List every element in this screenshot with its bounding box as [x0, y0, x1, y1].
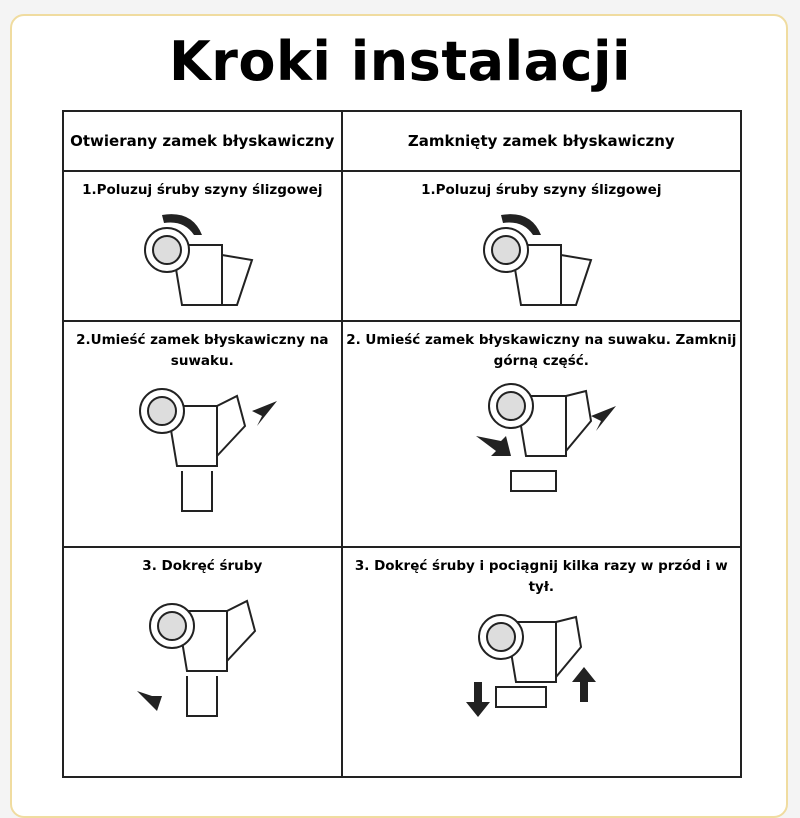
step-2-open [63, 321, 342, 547]
step-caption: 1.Poluzuj śruby szyny ślizgowej [82, 182, 323, 198]
column-header-open-zipper: Otwierany zamek błyskawiczny [63, 111, 342, 171]
slider-illustration [132, 205, 272, 315]
slider-illustration [117, 376, 287, 526]
page-title: Kroki instalacji [168, 30, 632, 93]
step-caption: 3. Dokręć śruby [142, 558, 263, 574]
slider-illustration [471, 205, 611, 315]
step-caption: 3. Dokręć śruby i pociągnij kilka razy w przód i w tył. [354, 558, 728, 595]
step-caption: 2. Umieść zamek błyskawiczny na suwaku. Zamknij górną część. [346, 332, 737, 369]
step-caption: 1.Poluzuj śruby szyny ślizgowej [421, 182, 662, 198]
step-1-closed [342, 171, 741, 321]
slider-illustration [456, 602, 626, 732]
installation-steps-table [62, 110, 742, 778]
slider-illustration [117, 581, 287, 731]
step-2-closed [342, 321, 741, 547]
step-3-closed [342, 547, 741, 777]
step-caption: 2.Umieść zamek błyskawiczny na suwaku. [76, 332, 329, 369]
step-3-open [63, 547, 342, 777]
column-header-closed-zipper: Zamknięty zamek błyskawiczny [342, 111, 741, 171]
slider-illustration [456, 376, 626, 506]
step-1-open [63, 171, 342, 321]
